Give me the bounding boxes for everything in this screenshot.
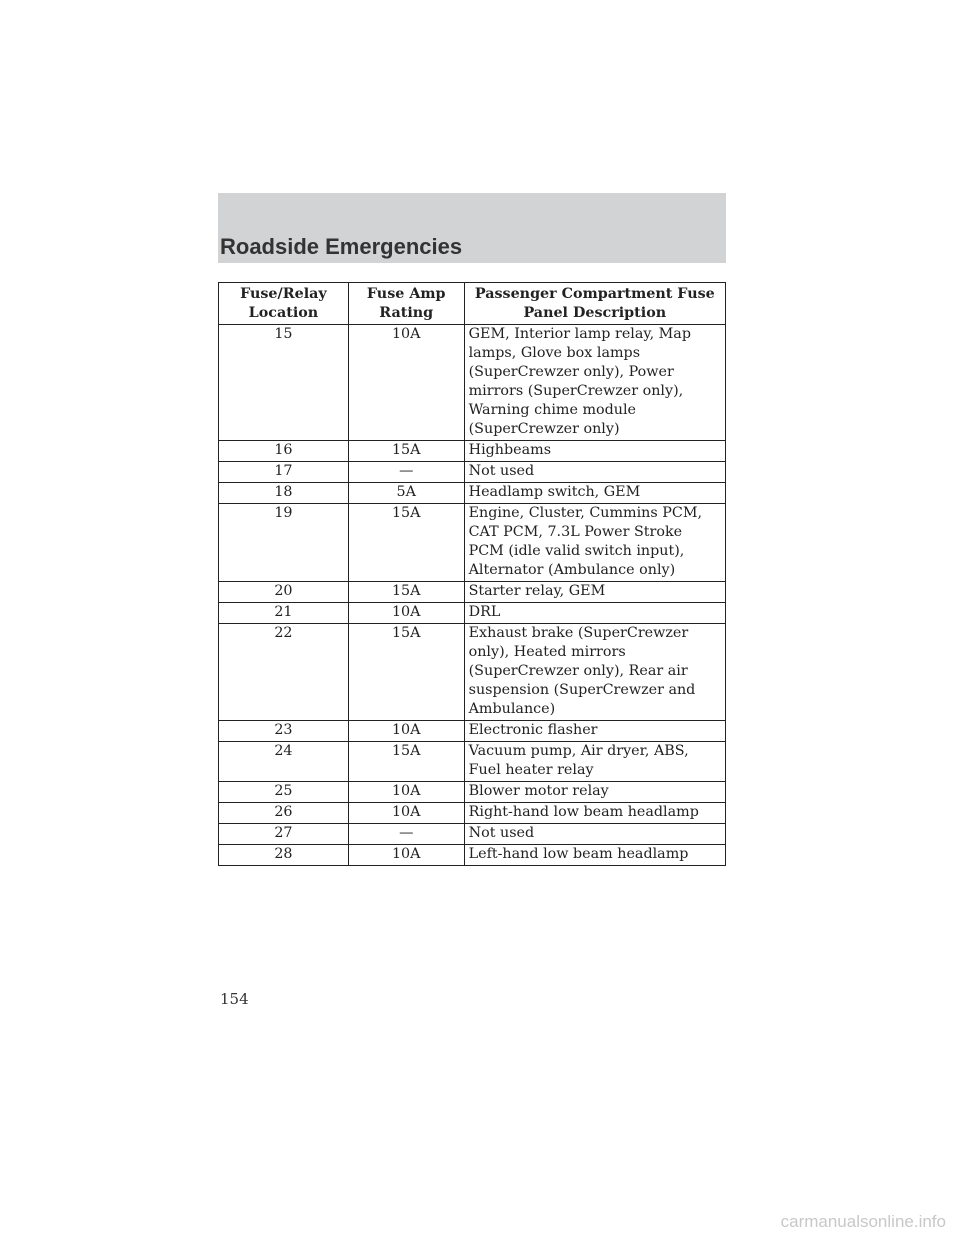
table-row xyxy=(219,582,726,603)
fuse-location-cell: 17 xyxy=(219,462,349,483)
fuse-location-cell: 18 xyxy=(219,483,349,504)
description-line: Warning chime module xyxy=(468,402,637,418)
fuse-rating-cell: 5A xyxy=(348,483,464,504)
fuse-location-cell: 28 xyxy=(219,845,349,866)
fuse-description-cell xyxy=(464,504,725,582)
table-row xyxy=(219,824,726,845)
table-row xyxy=(219,742,726,782)
fuse-rating-cell: 15A xyxy=(348,504,464,582)
column-header-location: Fuse/Relay Location xyxy=(219,283,349,325)
fuse-description-cell xyxy=(464,721,725,742)
table-row xyxy=(219,721,726,742)
fuse-description-cell xyxy=(464,782,725,803)
description-line: Highbeams xyxy=(468,442,552,458)
table-row xyxy=(219,803,726,824)
fuse-rating-cell: 15A xyxy=(348,624,464,721)
description-line: Engine, Cluster, Cummins PCM, xyxy=(468,505,703,521)
description-line: Ambulance) xyxy=(468,701,556,717)
page-number: 154 xyxy=(220,990,249,1008)
fuse-rating-cell: 10A xyxy=(348,845,464,866)
section-title: Roadside Emergencies xyxy=(220,234,463,259)
fuse-description-cell xyxy=(464,483,725,504)
table-row xyxy=(219,624,726,721)
table-row xyxy=(219,845,726,866)
fuse-description-cell xyxy=(464,824,725,845)
fuse-description-cell xyxy=(464,845,725,866)
description-line: lamps, Glove box lamps xyxy=(468,345,641,361)
table-row xyxy=(219,504,726,582)
fuse-description-cell xyxy=(464,803,725,824)
description-line: Not used xyxy=(468,825,535,841)
description-line: Starter relay, GEM xyxy=(468,583,606,599)
fuse-rating-cell: — xyxy=(348,462,464,483)
fuse-rating-cell: 10A xyxy=(348,803,464,824)
description-line: suspension (SuperCrewzer and xyxy=(468,682,696,698)
watermark: carmanualsonline.info xyxy=(780,1212,946,1231)
fuse-description-cell xyxy=(464,603,725,624)
table-row xyxy=(219,782,726,803)
fuse-table-body xyxy=(219,325,726,866)
fuse-location-cell: 21 xyxy=(219,603,349,624)
fuse-description-cell xyxy=(464,441,725,462)
description-line: Not used xyxy=(468,463,535,479)
fuse-description-cell xyxy=(464,325,725,441)
description-line: Blower motor relay xyxy=(468,783,609,799)
fuse-rating-cell: 10A xyxy=(348,325,464,441)
description-line: Electronic flasher xyxy=(468,722,598,738)
fuse-location-cell: 26 xyxy=(219,803,349,824)
description-line: Headlamp switch, GEM xyxy=(468,484,641,500)
table-header-row xyxy=(219,283,726,325)
fuse-table xyxy=(218,282,726,866)
fuse-rating-cell: 15A xyxy=(348,582,464,603)
description-line: Left-hand low beam headlamp xyxy=(468,846,689,862)
fuse-description-cell xyxy=(464,742,725,782)
table-row xyxy=(219,483,726,504)
description-line: (SuperCrewzer only) xyxy=(468,421,620,437)
fuse-description-cell xyxy=(464,462,725,483)
fuse-location-cell: 15 xyxy=(219,325,349,441)
description-line: Exhaust brake (SuperCrewzer xyxy=(468,625,689,641)
fuse-location-cell: 19 xyxy=(219,504,349,582)
fuse-location-cell: 16 xyxy=(219,441,349,462)
description-line: CAT PCM, 7.3L Power Stroke xyxy=(468,524,683,540)
fuse-location-cell: 23 xyxy=(219,721,349,742)
fuse-rating-cell: — xyxy=(348,824,464,845)
fuse-rating-cell: 10A xyxy=(348,721,464,742)
fuse-location-cell: 22 xyxy=(219,624,349,721)
description-line: PCM (idle valid switch input), xyxy=(468,543,685,559)
fuse-description-cell xyxy=(464,624,725,721)
column-header-description: Passenger Compartment Fuse Panel Description xyxy=(464,283,725,325)
description-line: Right-hand low beam headlamp xyxy=(468,804,699,820)
description-line: DRL xyxy=(468,604,501,620)
description-line: Vacuum pump, Air dryer, ABS, xyxy=(468,743,689,759)
description-line: (SuperCrewzer only), Power xyxy=(468,364,674,380)
fuse-location-cell: 25 xyxy=(219,782,349,803)
table-row xyxy=(219,325,726,441)
description-line: Fuel heater relay xyxy=(468,762,594,778)
fuse-rating-cell: 10A xyxy=(348,782,464,803)
fuse-rating-cell: 15A xyxy=(348,742,464,782)
fuse-location-cell: 20 xyxy=(219,582,349,603)
table-row xyxy=(219,603,726,624)
table-row xyxy=(219,462,726,483)
description-line: only), Heated mirrors xyxy=(468,644,626,660)
description-line: Alternator (Ambulance only) xyxy=(468,562,676,578)
fuse-location-cell: 27 xyxy=(219,824,349,845)
fuse-description-cell xyxy=(464,582,725,603)
description-line: GEM, Interior lamp relay, Map xyxy=(468,326,691,342)
fuse-location-cell: 24 xyxy=(219,742,349,782)
table-row xyxy=(219,441,726,462)
description-line: (SuperCrewzer only), Rear air xyxy=(468,663,688,679)
fuse-rating-cell: 10A xyxy=(348,603,464,624)
description-line: mirrors (SuperCrewzer only), xyxy=(468,383,684,399)
column-header-rating: Fuse Amp Rating xyxy=(348,283,464,325)
fuse-rating-cell: 15A xyxy=(348,441,464,462)
